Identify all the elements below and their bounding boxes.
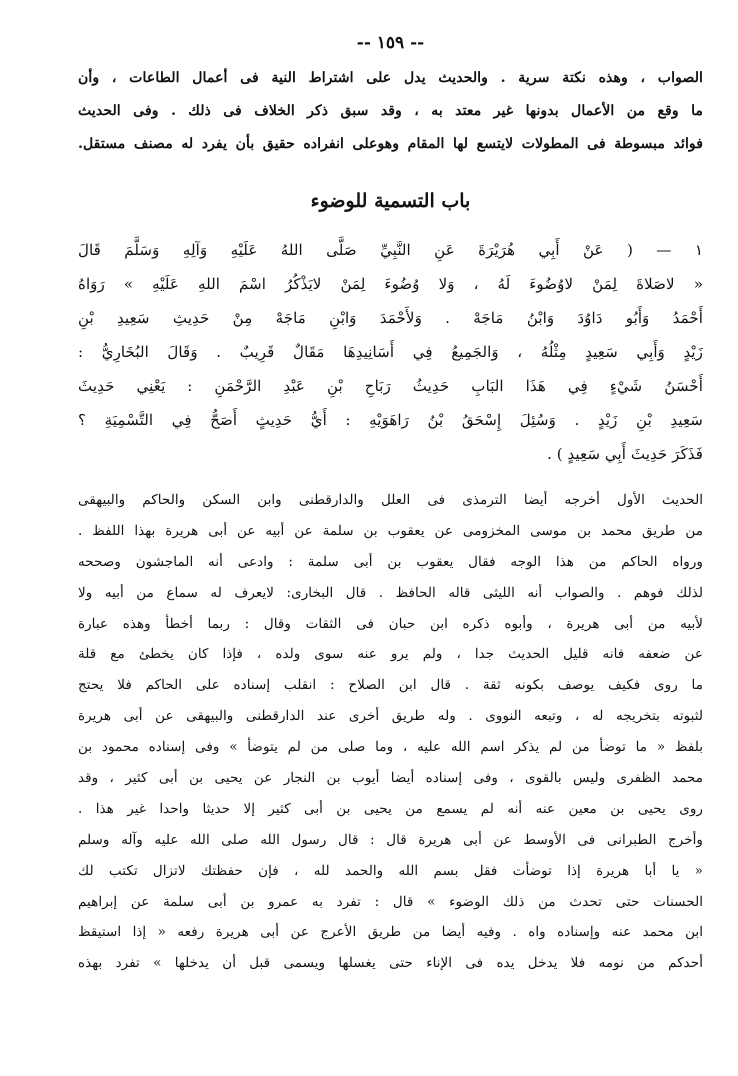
intro-paragraph xyxy=(78,62,703,161)
commentary-line: وأخرج الطبرانى فى الأوسط عن أبى هريرة قال : قال رسول الله صلى الله عليه وآله وسلم xyxy=(78,831,703,848)
hadith-line: زَيْدٍ وَأَبِي سَعِيدٍ مِثْلُهُ ، وَالجَمِيعُ فِي أَسَانِيدِهَا مَقَالٌ قَرِيبٌ . وَقَالَ البُخَارِيُّ : xyxy=(78,343,703,361)
hadith-line: « لاصَلاةَ لِمَنْ لاوُضُوءَ لَهُ ، وَلا وُضُوءَ لِمَنْ لايَذْكُرُ اسْمَ اللهِ عَلَيْهِ » رَوَاهُ xyxy=(78,275,703,293)
commentary-line: الحديث الأول أخرجه أيضا الترمذى فى العلل والدارقطنى وابن السكن والحاكم والبيهقى xyxy=(78,492,703,508)
text-line: الصواب ، وهذه نكتة سرية . والحديث يدل على اشتراط النية فى أعمال الطاعات ، وأن xyxy=(78,70,703,86)
commentary-line: من طريق محمد بن موسى المخزومى عن يعقوب بن سلمة عن أبيه عن أبى هريرة بهذا اللفظ . xyxy=(78,522,703,539)
text-line: ما وقع من الأعمال بدونها غير معتد به ، وقد سبق ذكر الخلاف فى ذلك . وفى الحديث xyxy=(78,103,703,119)
commentary-line: عن ضعفه فانه قليل الحديث جدا ، ولم يرو عنه سوى ولده ، فإذا كان يخطئ مع قلة xyxy=(78,646,703,663)
hadith-line: أَحْسَنُ شَيْءٍ فِي هَذَا البَابِ حَدِيثُ رَبَاحِ بْنِ عَبْدِ الرَّحْمَنِ : يَعْنِي حَدِيثَ xyxy=(78,377,703,395)
page-number: -- ١٥٩ -- xyxy=(356,33,425,53)
hadith-line: أَحْمَدُ وَأَبُو دَاوُدَ وَابْنُ مَاجَهْ . وَلأَحْمَدَ وَابْنِ مَاجَهْ مِنْ حَدِيثِ سَعِيدِ بْنِ xyxy=(78,309,703,327)
commentary-line: لثبوته بتخريجه له ، وتبعه النووى . وله طريق أخرى عند الدارقطنى والبيهقى عن أبى هريرة xyxy=(78,708,703,725)
commentary xyxy=(78,485,703,979)
commentary-line: لذلك فوهم . والصواب أنه الليثى قاله الحافظ . قال البخارى: لايعرف له سماع من أبيه ولا xyxy=(78,584,703,601)
commentary-line: « يا أبا هريرة إذا توضأت فقل بسم الله والحمد لله ، فإن حفظتك لاتزال تكتب لك xyxy=(78,862,703,879)
commentary-line: محمد الظفرى وليس بالقوى ، وفى إسناده أيضا أيوب بن النجار عن يحيى بن أبى كثير ، وقد xyxy=(78,770,703,787)
book-page xyxy=(78,30,703,1070)
hadith-line: فَذَكَرَ حَدِيثَ أَبِي سَعِيدٍ ) . xyxy=(547,445,703,463)
hadith-line: ١ — ( عَنْ أَبِي هُرَيْرَةَ عَنِ النَّبِيِّ صَلَّى اللهُ عَلَيْهِ وَآلِهِ وَسَلَّمَ قَالَ xyxy=(78,241,703,259)
commentary-line: بلفظ « ما توضأ من لم يذكر اسم الله عليه ، وما صلى من لم يتوضأ » وفى إسناده محمود بن xyxy=(78,739,703,756)
commentary-line: ما روى فكيف يوصف بكونه ثقة . قال ابن الصلاح : انقلب إسناده على الحاكم فلا يحتج xyxy=(78,677,703,694)
commentary-line: أحدكم من نومه فلا يدخل يده فى الإناء حتى يغسلها ويسمى قبل أن يدخلها » تفرد بهذه xyxy=(78,955,703,972)
text-line: فوائد مبسوطة فى المطولات لايتسع لها المقام وهوعلى انفراده حقيق بأن يفرد له مصنف مستقل. xyxy=(78,136,703,152)
commentary-line: روى يحيى بن معين عنه أنه لم يسمع من يحيى بن أبى كثير إلا حديثا واحدا غير هذا . xyxy=(78,800,703,817)
section-heading: باب التسمية للوضوء xyxy=(310,190,471,212)
hadith-text xyxy=(78,233,703,471)
commentary-line: الحسنات حتى تحدث من ذلك الوضوء » قال : تفرد به عمرو بن أبى سلمة عن إبراهيم xyxy=(78,893,703,910)
hadith-line: سَعِيدِ بْنِ زَيْدٍ . وَسُئِلَ إِسْحَقُ بْنُ رَاهَوَيْهِ : أَيُّ حَدِيثٍ أَصَحُّ فِي التَّسْمِيَةِ ؟ xyxy=(78,411,703,429)
commentary-line: ورواه الحاكم من هذا الوجه فقال يعقوب بن أبى سلمة : وادعى أنه الماجشون وصححه xyxy=(78,553,703,570)
commentary-line: لأبيه من أبى هريرة ، وأبوه ذكره ابن حبان فى الثقات وقال : ربما أخطأ وهذه عبارة xyxy=(78,615,703,632)
commentary-line: ابن محمد عنه وإسناده واه . وفيه أيضا من طريق الأعرج عن أبى هريرة رفعه « إذا استيقظ xyxy=(78,924,703,941)
